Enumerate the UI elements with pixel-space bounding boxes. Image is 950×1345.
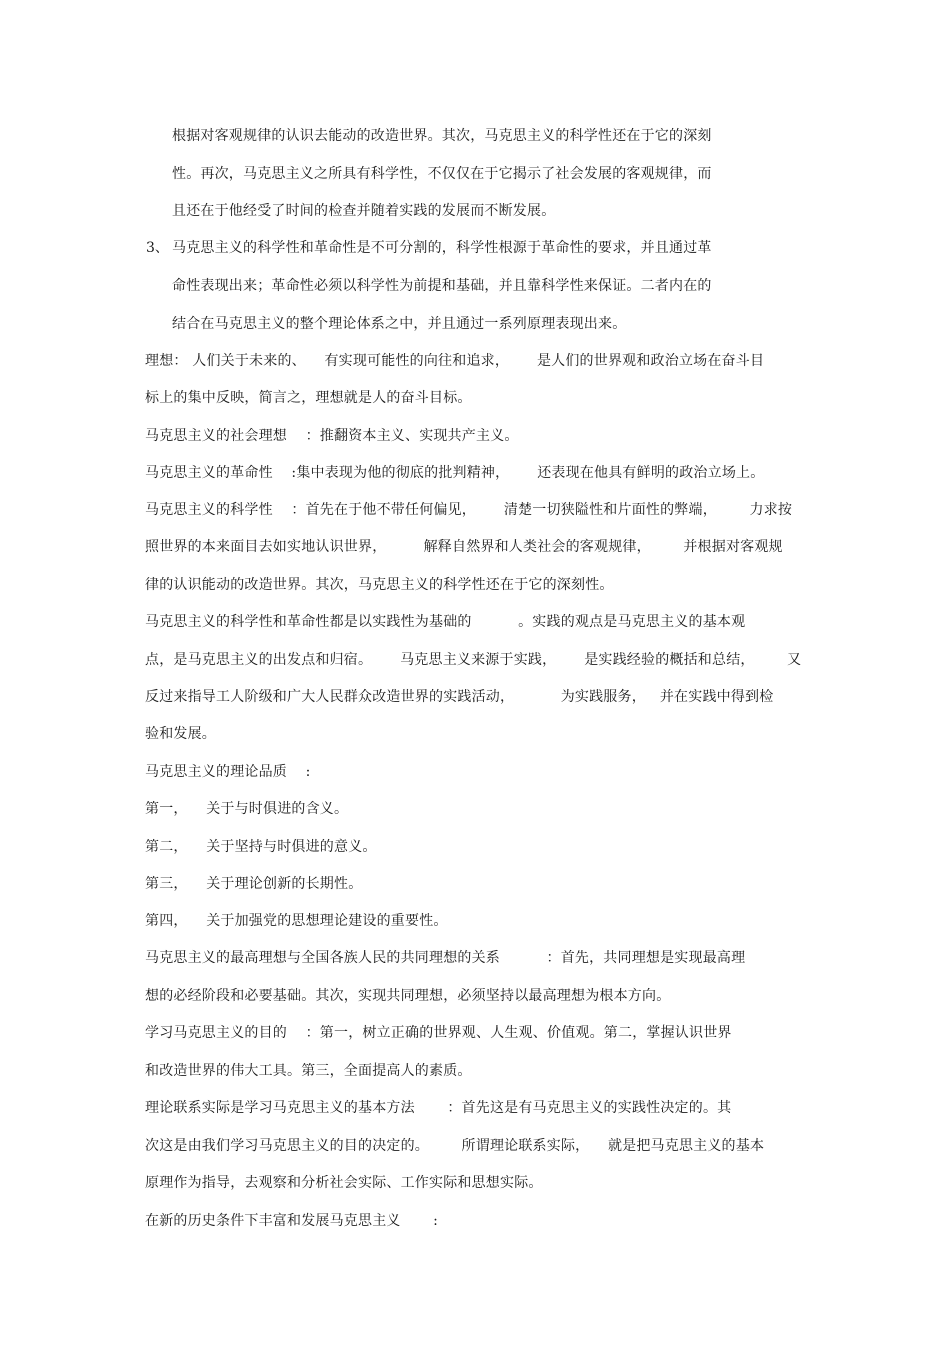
- paragraph-line: 律的认识能动的改造世界。其次，马克思主义的科学性还在于它的深刻性。: [145, 577, 614, 593]
- paragraph-line: 且还在于他经受了时间的检查并随着实践的发展而不断发展。: [172, 203, 556, 219]
- paragraph-line: 马克思主义的科学性 ：首先在于他不带任何偏见， 清楚一切狭隘性和片面性的弊端， 力求按: [145, 502, 793, 518]
- paragraph-line: 点，是马克思主义的出发点和归宿。 马克思主义来源于实践， 是实践经验的概括和总结， 又: [145, 652, 802, 668]
- paragraph-line: 马克思主义的科学性和革命性是不可分割的，科学性根源于革命性的要求，并且通过革: [172, 240, 712, 256]
- paragraph-line: 次这是由我们学习马克思主义的目的决定的。 所谓理论联系实际， 就是把马克思主义的基本: [145, 1138, 765, 1154]
- paragraph-line: 想的必经阶段和必要基础。其次，实现共同理想，必须坚持以最高理想为根本方向。: [145, 988, 671, 1004]
- paragraph-line: 命性表现出来；革命性必须以科学性为前提和基础，并且靠科学性来保证。二者内在的: [172, 278, 712, 294]
- paragraph-line: 理想： 人们关于未来的、 有实现可能性的向往和追求， 是人们的世界观和政治立场在奋斗目: [145, 353, 765, 369]
- list-item-number: 3、: [146, 240, 169, 256]
- paragraph-line: 根据对客观规律的认识去能动的改造世界。其次，马克思主义的科学性还在于它的深刻: [172, 128, 712, 144]
- paragraph-line: 原理作为指导，去观察和分析社会实际、工作实际和思想实际。: [145, 1175, 543, 1191]
- paragraph-line: 反过来指导工人阶级和广大人民群众改造世界的实践活动， 为实践服务， 并在实践中得到检: [145, 689, 774, 705]
- section-heading: 在新的历史条件下丰富和发展马克思主义 :: [145, 1213, 439, 1229]
- paragraph-line: 马克思主义的社会理想 ：推翻资本主义、实现共产主义。: [145, 428, 519, 444]
- paragraph-line: 理论联系实际是学习马克思主义的基本方法 ：首先这是有马克思主义的实践性决定的。其: [145, 1100, 732, 1116]
- paragraph-line: 马克思主义的科学性和革命性都是以实践性为基础的 。实践的观点是马克思主义的基本观: [145, 614, 746, 630]
- list-item: 第二， 关于坚持与时俱进的意义。: [145, 839, 377, 855]
- paragraph-line: 照世界的本来面目去如实地认识世界， 解释自然界和人类社会的客观规律， 并根据对客观规: [145, 539, 783, 555]
- paragraph-line: 验和发展。: [145, 726, 216, 742]
- section-heading: 马克思主义的理论品质 :: [145, 764, 311, 780]
- list-item: 第四， 关于加强党的思想理论建设的重要性。: [145, 913, 448, 929]
- paragraph-line: 学习马克思主义的目的 ：第一，树立正确的世界观、人生观、价值观。第二，掌握认识世界: [145, 1025, 732, 1041]
- paragraph-line: 性。再次，马克思主义之所具有科学性，不仅仅在于它揭示了社会发展的客观规律，而: [172, 166, 712, 182]
- paragraph-line: 马克思主义的革命性 :集中表现为他的彻底的批判精神， 还表现在他具有鲜明的政治立场上。: [145, 465, 765, 481]
- paragraph-line: 标上的集中反映，简言之，理想就是人的奋斗目标。: [145, 390, 472, 406]
- list-item: 第三， 关于理论创新的长期性。: [145, 876, 363, 892]
- paragraph-line: 和改造世界的伟大工具。第三，全面提高人的素质。: [145, 1063, 472, 1079]
- paragraph-line: 结合在马克思主义的整个理论体系之中，并且通过一系列原理表现出来。: [172, 316, 627, 332]
- list-item: 第一， 关于与时俱进的含义。: [145, 801, 349, 817]
- paragraph-line: 马克思主义的最高理想与全国各族人民的共同理想的关系 ：首先，共同理想是实现最高理: [145, 950, 746, 966]
